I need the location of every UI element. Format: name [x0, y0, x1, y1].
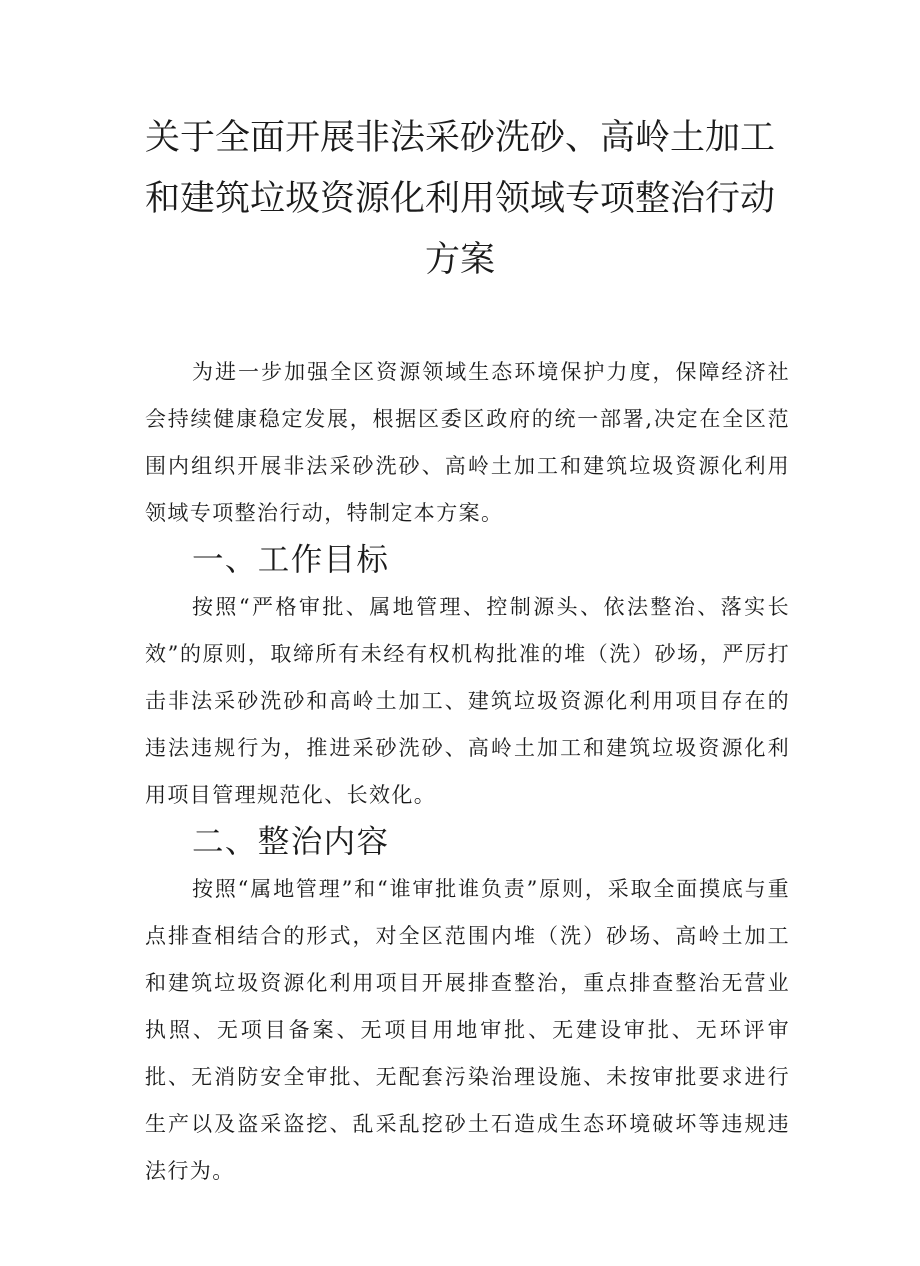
document-title: [140, 108, 780, 291]
document-body: [145, 349, 790, 1195]
title-line-1: 关于全面开展非法采砂洗砂、高岭土加工: [144, 118, 775, 158]
section-paragraph-content: 按照“属地管理”和“谁审批谁负责”原则，采取全面摸底与重点排查相结合的形式，对全区范围内堆（洗）砂场、高岭土加工和建筑垃圾资源化利用项目开展排查整治，重点排查整治无营业执照、无项目备案、无项目用地审批、无建设审批、无环评审批、无消防安全审批、无配套污染治理设施、未按审批要求进行生产以及盗采盗挖、乱采乱挖砂土石造成生态环境破坏等违规违法行为。: [145, 877, 790, 1183]
section-paragraph-goals: 按照“严格审批、属地管理、控制源头、依法整治、落实长效”的原则，取缔所有未经有权机构批准的堆（洗）砂场，严厉打击非法采砂洗砂和高岭土加工、建筑垃圾资源化利用项目存在的违法违规行为，推进采砂洗砂、高岭土加工和建筑垃圾资源化利用项目管理规范化、长效化。: [145, 595, 790, 807]
title-line-3: 方案: [424, 240, 495, 280]
intro-paragraph: 为进一步加强全区资源领域生态环境保护力度，保障经济社会持续健康稳定发展，根据区委区政府的统一部署,决定在全区范围内组织开展非法采砂洗砂、高岭土加工和建筑垃圾资源化利用领域专项整治行动，特制定本方案。: [145, 360, 790, 525]
section-heading-goals: 一、工作目标: [192, 542, 390, 578]
title-line-2: 和建筑垃圾资源化利用领域专项整治行动: [144, 179, 775, 219]
section-heading-content: 二、整治内容: [192, 824, 390, 860]
